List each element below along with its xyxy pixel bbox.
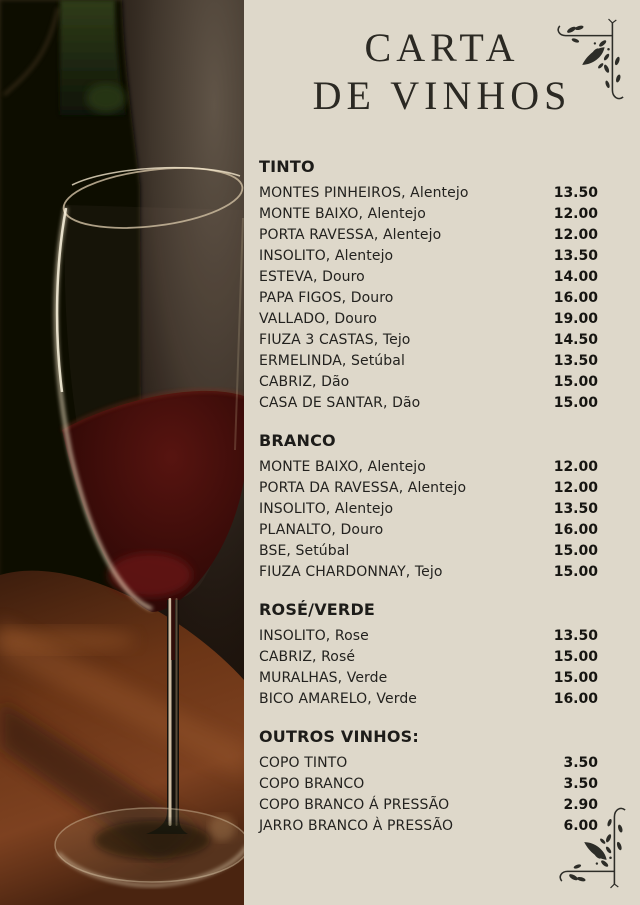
menu-item bbox=[259, 183, 598, 204]
menu-item bbox=[259, 816, 598, 837]
wine-photo bbox=[0, 0, 244, 905]
wine-name: PLANALTO, Douro bbox=[259, 522, 384, 538]
wine-name: INSOLITO, Rose bbox=[259, 628, 369, 644]
section-branco bbox=[259, 430, 598, 583]
wine-price: 16.00 bbox=[553, 522, 598, 538]
wine-name: CABRIZ, Dão bbox=[259, 374, 350, 390]
wine-price: 3.50 bbox=[563, 776, 598, 792]
section-header: BRANCO bbox=[259, 431, 336, 450]
menu-item bbox=[259, 225, 598, 246]
menu-item bbox=[259, 393, 598, 414]
menu-item bbox=[259, 309, 598, 330]
wine-price: 13.50 bbox=[553, 501, 598, 517]
wine-name: PORTA DA RAVESSA, Alentejo bbox=[259, 480, 467, 496]
wine-price: 2.90 bbox=[563, 797, 598, 813]
wine-price: 13.50 bbox=[553, 353, 598, 369]
menu-item bbox=[259, 288, 598, 309]
wine-price: 19.00 bbox=[553, 311, 598, 327]
wine-price: 14.00 bbox=[553, 269, 598, 285]
menu-item bbox=[259, 478, 598, 499]
corner-flourish-icon bbox=[552, 14, 628, 104]
menu-item bbox=[259, 774, 598, 795]
wine-name: FIUZA 3 CASTAS, Tejo bbox=[259, 332, 411, 348]
menu-item bbox=[259, 499, 598, 520]
wine-price: 12.00 bbox=[553, 227, 598, 243]
menu-item bbox=[259, 689, 598, 710]
wine-name: COPO BRANCO Á PRESSÃO bbox=[259, 797, 450, 813]
wine-price: 13.50 bbox=[553, 248, 598, 264]
section-header: OUTROS VINHOS: bbox=[259, 727, 419, 746]
wine-price: 12.00 bbox=[553, 206, 598, 222]
menu-item bbox=[259, 351, 598, 372]
wine-price: 13.50 bbox=[553, 628, 598, 644]
wine-name: MONTES PINHEIROS, Alentejo bbox=[259, 185, 469, 201]
menu-item bbox=[259, 753, 598, 774]
wine-price: 15.00 bbox=[553, 564, 598, 580]
wine-name: ERMELINDA, Setúbal bbox=[259, 353, 405, 369]
wine-price: 3.50 bbox=[563, 755, 598, 771]
wine-name: MURALHAS, Verde bbox=[259, 670, 388, 686]
menu-item bbox=[259, 267, 598, 288]
wine-name: CASA DE SANTAR, Dão bbox=[259, 395, 421, 411]
wine-name: FIUZA CHARDONNAY, Tejo bbox=[259, 564, 443, 580]
wine-name: MONTE BAIXO, Alentejo bbox=[259, 206, 426, 222]
section-outros-vinhos bbox=[259, 726, 598, 837]
wine-price: 15.00 bbox=[553, 670, 598, 686]
wine-name: COPO TINTO bbox=[259, 755, 348, 771]
wine-name: CABRIZ, Rosé bbox=[259, 649, 356, 665]
wine-price: 15.00 bbox=[553, 395, 598, 411]
title-line-2: DE VINHOS bbox=[312, 73, 572, 118]
wine-name: INSOLITO, Alentejo bbox=[259, 501, 394, 517]
menu-item bbox=[259, 330, 598, 351]
wine-list bbox=[259, 156, 598, 837]
menu-item bbox=[259, 457, 598, 478]
wine-name: PAPA FIGOS, Douro bbox=[259, 290, 394, 306]
wine-price: 13.50 bbox=[553, 185, 598, 201]
wine-price: 15.00 bbox=[553, 374, 598, 390]
wine-name: JARRO BRANCO À PRESSÃO bbox=[259, 818, 454, 834]
wine-price: 6.00 bbox=[563, 818, 598, 834]
wine-price: 15.00 bbox=[553, 649, 598, 665]
menu-item bbox=[259, 668, 598, 689]
wine-name: BICO AMARELO, Verde bbox=[259, 691, 418, 707]
section-tinto bbox=[259, 156, 598, 414]
menu-item bbox=[259, 204, 598, 225]
wine-price: 16.00 bbox=[553, 691, 598, 707]
menu-item bbox=[259, 562, 598, 583]
wine-price: 14.50 bbox=[553, 332, 598, 348]
wine-price: 15.00 bbox=[553, 543, 598, 559]
wine-name: INSOLITO, Alentejo bbox=[259, 248, 394, 264]
menu-item bbox=[259, 372, 598, 393]
section-header: ROSÉ/VERDE bbox=[259, 600, 376, 619]
wine-name: COPO BRANCO bbox=[259, 776, 365, 792]
wine-name: BSE, Setúbal bbox=[259, 543, 350, 559]
wine-name: VALLADO, Douro bbox=[259, 311, 378, 327]
wine-price: 12.00 bbox=[553, 480, 598, 496]
title-line-1: CARTA bbox=[364, 25, 520, 70]
menu-panel bbox=[244, 0, 640, 905]
wine-name: MONTE BAIXO, Alentejo bbox=[259, 459, 426, 475]
wine-price: 12.00 bbox=[553, 459, 598, 475]
menu-item bbox=[259, 541, 598, 562]
menu-item bbox=[259, 520, 598, 541]
wine-name: ESTEVA, Douro bbox=[259, 269, 365, 285]
menu-item bbox=[259, 626, 598, 647]
menu-item bbox=[259, 795, 598, 816]
wine-price: 16.00 bbox=[553, 290, 598, 306]
menu-item bbox=[259, 246, 598, 267]
wine-name: PORTA RAVESSA, Alentejo bbox=[259, 227, 442, 243]
section-header: TINTO bbox=[259, 157, 315, 176]
section-rose-verde bbox=[259, 599, 598, 710]
menu-item bbox=[259, 647, 598, 668]
